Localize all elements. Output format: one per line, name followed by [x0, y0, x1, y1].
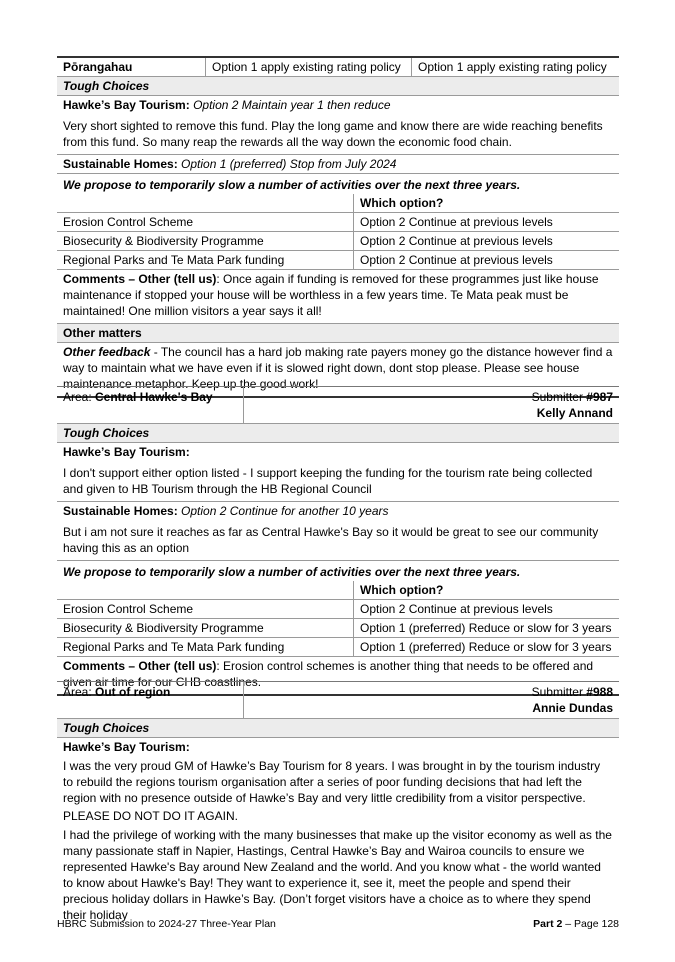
- homes-response: But i am not sure it reaches as far as Central Hawke's Bay so it would be great to see our community having this as an option: [57, 520, 619, 561]
- submitter-name: Annie Dundas: [532, 701, 613, 715]
- comments-block: [57, 270, 619, 324]
- rating-table-row: [57, 56, 619, 77]
- tough-choices-heading: Tough Choices: [57, 424, 619, 443]
- submitter-number: #987: [586, 390, 613, 404]
- section-porangahau: [57, 56, 619, 398]
- feedback-label: Other feedback: [63, 345, 151, 359]
- area-value: Out of region: [95, 685, 171, 699]
- footer-title: HBRC Submission to 2024-27 Three-Year Plan: [57, 918, 276, 930]
- comments-text: : Erosion control schemes is another thing that needs to be offered and given air time for our CHB coastlines.: [63, 659, 594, 689]
- area-label: Area:: [63, 685, 96, 699]
- comments-label: Comments – Other (tell us): [63, 272, 217, 286]
- submitter-number: #988: [586, 685, 613, 699]
- activity-name: Biosecurity & Biodiversity Programme: [63, 621, 264, 635]
- homes-question: [57, 155, 619, 174]
- tough-choices-heading: Tough Choices: [57, 719, 619, 738]
- area-label: Area:: [63, 390, 96, 404]
- activity-option: Option 1 (preferred) Reduce or slow for 3 years: [353, 638, 619, 656]
- activity-row: [57, 619, 619, 638]
- comments-text: : Once again if funding is removed for these programmes just like house maintenance if stopped your house will be worthless in a few years time. Te Mata peak must be maintained! One million visitors a year says it all!: [63, 272, 599, 318]
- submission-header: [57, 386, 619, 424]
- activity-option: Option 1 (preferred) Reduce or slow for 3 years: [353, 619, 619, 637]
- tourism-option: Option 2 Maintain year 1 then reduce: [193, 98, 391, 112]
- feedback-text: - The council has a hard job making rate payers money go the distance however find a way to maintain what we have even if it is slowed right down, dont stop please. Please see house maintenance metaphor. Keep up the good work!: [63, 345, 613, 391]
- which-option-header: Which option?: [353, 194, 619, 212]
- area-value: Central Hawke's Bay: [95, 390, 213, 404]
- activity-row: [57, 600, 619, 619]
- activity-option: Option 2 Continue at previous levels: [353, 251, 619, 269]
- which-option-header: Which option?: [353, 581, 619, 599]
- tourism-paragraph: I had the privilege of working with the many businesses that make up the visitor economy as well as the many passionate staff in Napier, Hastings, Central Hawke’s Bay and Wairoa councils to ensure we represented Hawke's Bay around New Zealand and the world. And you know what - the world wanted to know about Hawke's Bay! They want to experience it, see it, meet the people and spend their precious holiday dollars in Hawke’s Bay. (Don’t forget visitors have a choice as to where they spend their holiday: [63, 828, 612, 922]
- activity-row: [57, 213, 619, 232]
- comments-label: Comments – Other (tell us): [63, 659, 217, 673]
- submitter-cell: [243, 387, 619, 423]
- tourism-label: Hawke’s Bay Tourism:: [63, 740, 190, 754]
- submission-header: [57, 681, 619, 719]
- activity-name: Regional Parks and Te Mata Park funding: [63, 253, 285, 267]
- activities-header: [57, 581, 619, 600]
- tourism-paragraph: I was the very proud GM of Hawke’s Bay Tourism for 8 years. I was brought in by the tourism industry to rebuild the regions tourism organisation after a series of poor funding decisions that had left the region with no presence outside of Hawke’s Bay and very little credibility from a visitor perspective.: [63, 759, 601, 805]
- activity-name: Regional Parks and Te Mata Park funding: [63, 640, 285, 654]
- activities-header: [57, 194, 619, 213]
- submitter-name: Kelly Annand: [536, 406, 613, 420]
- footer-part: Part 2: [533, 918, 563, 930]
- activity-row: [57, 251, 619, 270]
- homes-label: Sustainable Homes:: [63, 504, 178, 518]
- page-footer: [57, 916, 619, 932]
- activity-row: [57, 638, 619, 657]
- activity-option: Option 2 Continue at previous levels: [353, 213, 619, 231]
- activity-name: Biosecurity & Biodiversity Programme: [63, 234, 264, 248]
- rating-option-cell: Option 1 apply existing rating policy: [411, 58, 619, 76]
- submission-988: [57, 681, 619, 927]
- submitter-label: Submitter: [531, 390, 587, 404]
- tourism-response: I don't support either option listed - I support keeping the funding for the tourism rate being collected and given to HB Tourism through the HB Regional Council: [57, 461, 619, 502]
- homes-option: Option 1 (preferred) Stop from July 2024: [181, 157, 397, 171]
- homes-option: Option 2 Continue for another 10 years: [181, 504, 389, 518]
- other-matters-heading: Other matters: [57, 324, 619, 343]
- submitter-cell: [243, 682, 619, 718]
- activity-row: [57, 232, 619, 251]
- tourism-label: Hawke’s Bay Tourism:: [63, 98, 190, 112]
- area-cell: [57, 387, 243, 423]
- tourism-response: Very short sighted to remove this fund. Play the long game and know there are wide reaching benefits from this fund. So many reap the rewards all the way down the economic food chain.: [57, 114, 619, 155]
- activity-name: Erosion Control Scheme: [63, 602, 194, 616]
- submission-987: [57, 386, 619, 696]
- tourism-paragraph: PLEASE DO NOT DO IT AGAIN.: [63, 809, 238, 823]
- homes-question: [57, 502, 619, 520]
- area-cell: Pōrangahau: [63, 60, 133, 74]
- tourism-label: Hawke’s Bay Tourism:: [63, 445, 190, 459]
- page-number: [533, 916, 619, 932]
- rating-option-cell: Option 1 apply existing rating policy: [205, 58, 411, 76]
- footer-page: – Page 128: [562, 918, 619, 930]
- area-cell: [57, 682, 243, 718]
- tourism-question: [57, 96, 619, 114]
- activity-name: Erosion Control Scheme: [63, 215, 194, 229]
- activity-option: Option 2 Continue at previous levels: [353, 232, 619, 250]
- slow-activities-heading: We propose to temporarily slow a number of activities over the next three years.: [63, 178, 521, 192]
- tough-choices-heading: Tough Choices: [57, 77, 619, 96]
- activity-option: Option 2 Continue at previous levels: [353, 600, 619, 618]
- submitter-label: Submitter: [531, 685, 587, 699]
- slow-activities-heading: We propose to temporarily slow a number of activities over the next three years.: [63, 565, 521, 579]
- homes-label: Sustainable Homes:: [63, 157, 178, 171]
